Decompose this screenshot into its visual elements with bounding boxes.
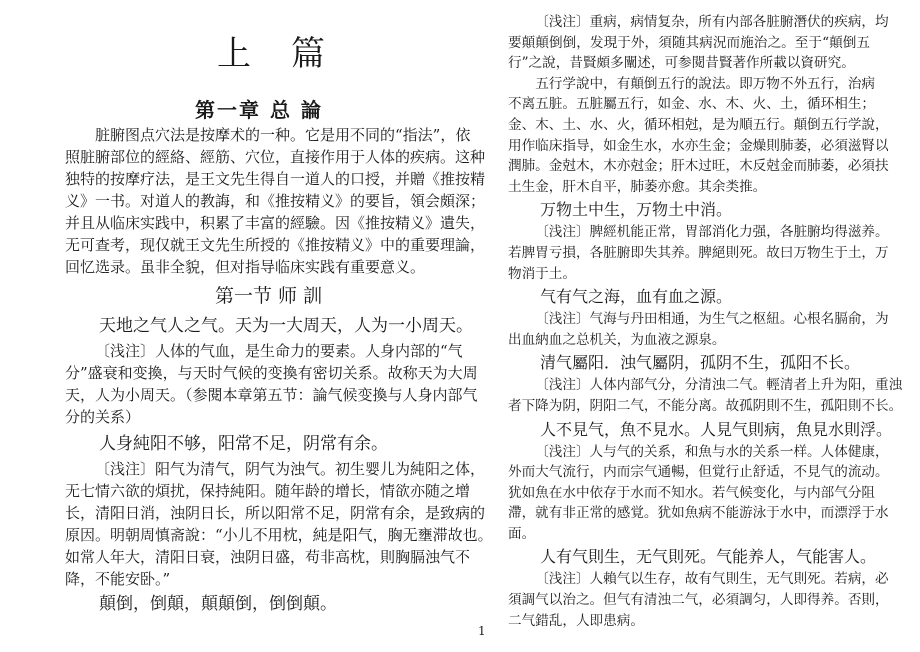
paragraph xyxy=(508,569,889,631)
paragraph xyxy=(65,124,486,278)
maxim-text xyxy=(65,432,461,456)
text-line: 回忆选录。虽非全貌，但对指导临床实践有重要意义。 xyxy=(65,258,426,276)
right-body xyxy=(508,12,903,631)
text-line: 〔浅注〕气海与丹田相通，为生气之枢紐。心根名膈俞，为 xyxy=(535,311,889,328)
paragraph xyxy=(508,12,889,74)
text-line: 金、木、土、水、火，循环相尅，是为順五行。顛倒五行学說， xyxy=(508,116,889,133)
paragraph xyxy=(65,458,493,590)
paragraph xyxy=(508,442,889,545)
text-line: 要顛顛倒倒，发現于外，須随其病況而施治之。至于“顛倒五 xyxy=(508,34,870,51)
text-line: 万物土中生，万物土中消。 xyxy=(540,200,733,220)
text-line: 〔浅注〕人与气的关系，和魚与水的关系一样。人体健康， xyxy=(535,443,889,460)
text-line: 用作临床指导，如金生水，水亦生金；金燥則肺萎，必須滋腎以 xyxy=(508,137,889,154)
text-line: 顛倒，倒顛，顛顛倒，倒倒顛。 xyxy=(99,594,337,614)
text-line: 五行学說中，有顛倒五行的說法。即万物不外五行，治病 xyxy=(535,75,876,92)
text-line: 出血納血之总机关，为血液之源泉。 xyxy=(508,331,726,348)
text-line: 照脏腑部位的經絡、經筋、穴位，直接作用于人体的疾病。这种 xyxy=(65,148,486,166)
text-line: 脏腑图点穴法是按摩术的一种。它是用不同的“指法”，依 xyxy=(95,126,471,144)
text-line: 原因。明朝周慎斋說：“小儿不用枕，純是阳气，胸无壅滞故也。 xyxy=(65,526,493,544)
part-title: 上篇 xyxy=(217,34,365,74)
section-heading: 第一节 师 訓 xyxy=(215,285,323,307)
paragraph xyxy=(65,340,478,428)
text-line: 义》一书。对道人的教誨，和《推按精义》的要旨，領会頗深； xyxy=(65,192,486,210)
maxim-text xyxy=(508,544,877,569)
maxim-text xyxy=(65,592,461,616)
text-line: 面。 xyxy=(508,525,536,542)
text-line: 〔浅注〕脾經机能正常，胃部消化力强，各脏腑均得滋养。 xyxy=(535,224,889,241)
text-line: 土生金，肝木自平，肺萎亦愈。其余类推。 xyxy=(508,178,767,195)
text-line: 者下降为阴，阴阳二气，不能分离。故孤阴則不生，孤阳則不长。 xyxy=(508,397,903,414)
text-line: 天，人为小周天。（参閱本章第五节：論气候变換与人身内部气 xyxy=(65,386,478,404)
text-line: 外而大气流行，内而宗气通暢，但覚行止舒适，不見气的流动。 xyxy=(508,464,889,481)
text-line: 滯，就有非正常的感覚。犹如魚病不能游泳于水中，而漂浮于水 xyxy=(508,505,889,522)
text-line: 若脾胃亏損，各脏腑即失其养。脾絕則死。故曰万物生于土，万 xyxy=(508,244,889,261)
text-line: 如常人年大，清阳日衰，浊阴日盛，苟非高枕，則胸膈浊气不 xyxy=(65,548,471,566)
text-line: 降，不能安卧。” xyxy=(65,570,171,588)
maxim-text xyxy=(508,417,893,442)
paragraph xyxy=(508,375,903,416)
maxim-text xyxy=(508,350,870,375)
text-line: 〔浅注〕重病，病情复杂，所有内部各脏腑潛伏的疾病，均 xyxy=(535,14,889,30)
paragraph xyxy=(508,222,889,284)
text-line: 并且从临床实践中，积累了丰富的經驗。因《推按精义》遺失， xyxy=(65,214,486,232)
text-line: 天地之气人之气。天为一大周天，人为一小周天。 xyxy=(99,316,473,336)
text-line: 潤肺。金尅木，木亦尅金；肝木过旺，木反尅金而肺萎，必須扶 xyxy=(508,158,889,175)
text-line: 行”之說，昔賢頗多闡述，可参閱昔賢著作所載以資研究。 xyxy=(508,55,855,72)
page-number: 1 xyxy=(478,624,486,638)
text-line: 物消于土。 xyxy=(508,265,576,282)
maxim-text xyxy=(508,284,870,309)
text-line: 清气屬阳．浊气屬阴，孤阴不生，孤阳不长。 xyxy=(540,353,861,373)
text-line: 〔浅注〕人賴气以生存，故有气則生，无气則死。若病，必 xyxy=(535,571,889,588)
text-line: 人身純阳不够，阳常不足，阴常有余。 xyxy=(99,434,388,454)
text-line: 无七情六欲的煩扰，保持純阳。随年龄的增长，情欲亦随之增 xyxy=(65,482,471,500)
chapter-heading: 第一章 总 論 xyxy=(195,98,323,122)
text-line: 二气錯乱，人即患病。 xyxy=(508,612,644,629)
text-line: 〔浅注〕人体的气血，是生命力的要素。人身内部的“气 xyxy=(95,342,463,360)
text-line: 长，清阳日消，浊阴日长，所以阳常不足，阴常有余，是致病的 xyxy=(65,504,486,522)
text-line: 人有气則生，无气則死。气能养人，气能害人。 xyxy=(540,547,877,567)
text-line: 分”盛衰和变換，与天时气候的变換有密切关系。故称天为大周 xyxy=(65,364,478,382)
text-line: 人不見气，魚不見水。人見气則病，魚見水則浮。 xyxy=(540,419,893,439)
text-line: 独特的按摩疗法，是王文先生得自一道人的口授，并贈《推按精 xyxy=(65,170,486,188)
maxim-text xyxy=(508,197,870,222)
text-line: 不离五脏。五脏屬五行，如金、水、木、火、土，循环相生； xyxy=(508,96,876,113)
maxim-text xyxy=(65,314,473,338)
text-line: 分的关系） xyxy=(65,408,141,426)
text-line: 須調气以治之。但气有清浊二气，必須調匀，人即得养。否則， xyxy=(508,592,889,609)
text-line: 犹如魚在水中依存于水而不知水。若气候变化，与内部气分阻 xyxy=(508,484,876,501)
text-line: 〔浅注〕人体内部气分，分清浊二气。輕清者上升为阳，重浊 xyxy=(535,377,903,394)
text-line: 无可查考，现仅就王文先生所授的《推按精义》中的重要理論， xyxy=(65,236,486,254)
text-line: 气有气之海，血有血之源。 xyxy=(540,287,733,307)
paragraph xyxy=(508,74,889,198)
text-line: 〔浅注〕阳气为清气，阴气为浊气。初生婴儿为純阳之体， xyxy=(95,460,486,478)
paragraph xyxy=(508,309,889,350)
